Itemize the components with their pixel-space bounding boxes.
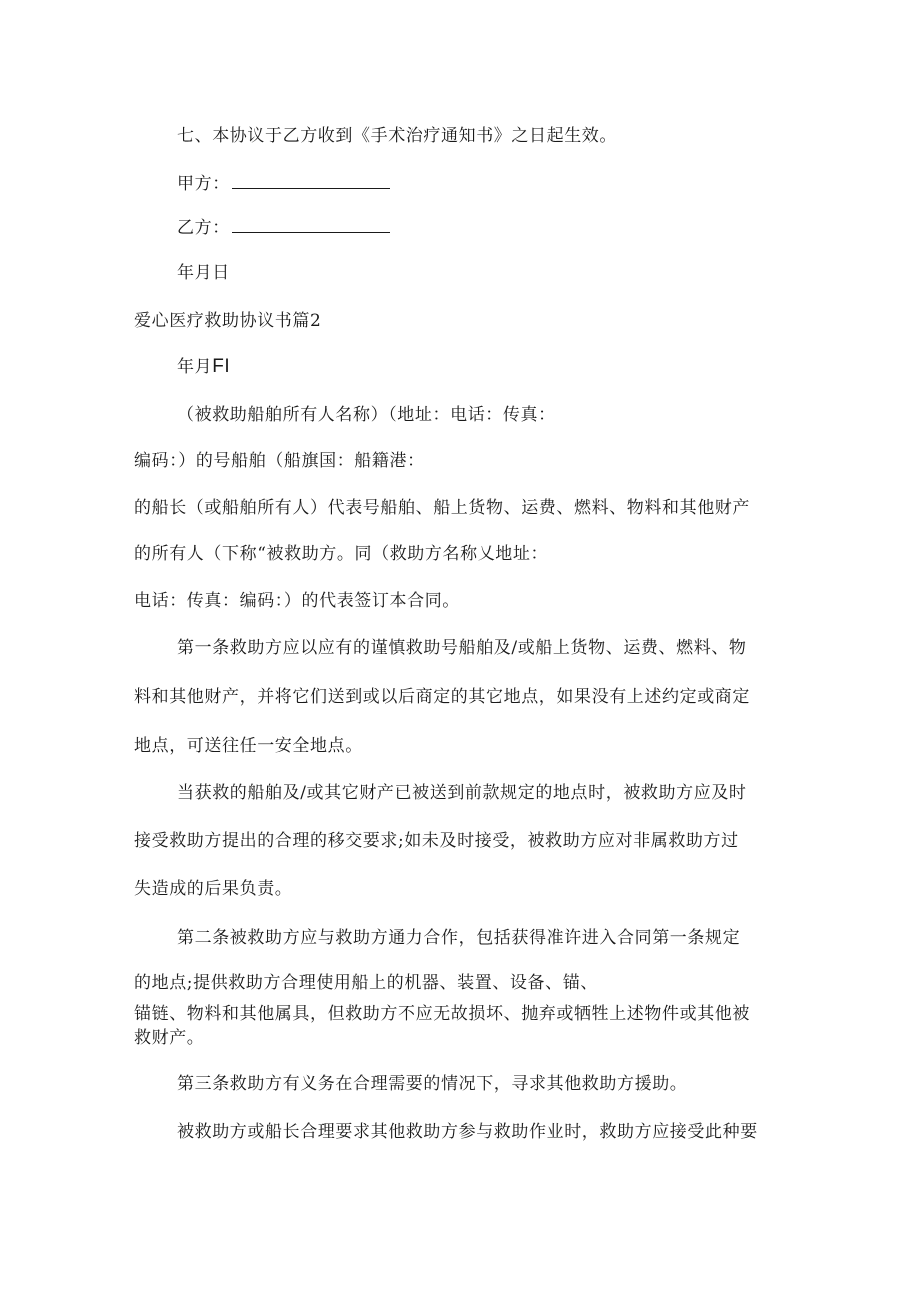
preamble-line-3: 的船长（或船舶所有人）代表号船舶、船上货物、运费、燃料、物料和其他财产 [134,498,750,518]
handover-line-3: 失造成的后果负责。 [134,879,293,899]
article-1-line-3: 地点，可送往任一安全地点。 [134,736,363,756]
article-2-line-4: 救财产。 [134,1028,205,1048]
article-2-line-3: 锚链、物料和其他属具，但救助方不应无故损坏、抛弃或牺牲上述物件或其他被 [134,1004,750,1024]
article-1-line-1: 第一条救助方应以应有的谨慎救助号船舶及/或船上货物、运费、燃料、物 [177,638,747,658]
date-line-1: 年月日 [177,263,230,283]
party-a-blank [232,173,390,189]
date-line-2-prefix: 年月 [177,357,213,377]
article-1-line-2: 料和其他财产，并将它们送到或以后商定的其它地点，如果没有上述约定或商定 [134,687,750,707]
preamble-line-5: 电话：传真：编码：）的代表签订本合同。 [134,591,460,611]
party-b-blank [232,217,390,233]
handover-line-1: 当获救的船舶及/或其它财产已被送到前款规定的地点时，被救助方应及时 [177,783,747,803]
assistance-line-1: 被救助方或船长合理要求其他救助方参与救助作业时，救助方应接受此种要 [177,1122,758,1142]
preamble-line-1: （被救助船舶所有人名称）（地址：电话：传真： [177,405,556,425]
handover-line-2: 接受救助方提出的合理的移交要求;如未及时接受，被救助方应对非属救助方过 [134,831,739,851]
party-a-signature-line [177,172,390,196]
section-title: 爱心医疗救助协议书篇2 [134,311,322,331]
party-a-label: 甲方： [177,174,230,194]
date-line-2-suffix: FI [212,356,231,377]
party-b-signature-line [177,216,390,240]
article-2-line-2: 的地点;提供救助方合理使用船上的机器、装置、设备、锚、 [134,973,598,993]
clause-7: 七、本协议于乙方收到《手术治疗通知书》之日起生效。 [177,126,617,146]
date-line-2 [177,355,230,379]
article-3-line-1: 第三条救助方有义务在合理需要的情况下，寻求其他救助方援助。 [177,1074,688,1094]
preamble-line-4: 的所有人（下称“被救助方。同（救助方名称乂地址： [134,544,549,564]
preamble-line-2: 编码：）的号船舶（船旗国：船籍港： [134,451,425,471]
party-b-label: 乙方： [177,218,230,238]
article-2-line-1: 第二条被救助方应与救助方通力合作，包括获得准许进入合同第一条规定 [177,928,741,948]
